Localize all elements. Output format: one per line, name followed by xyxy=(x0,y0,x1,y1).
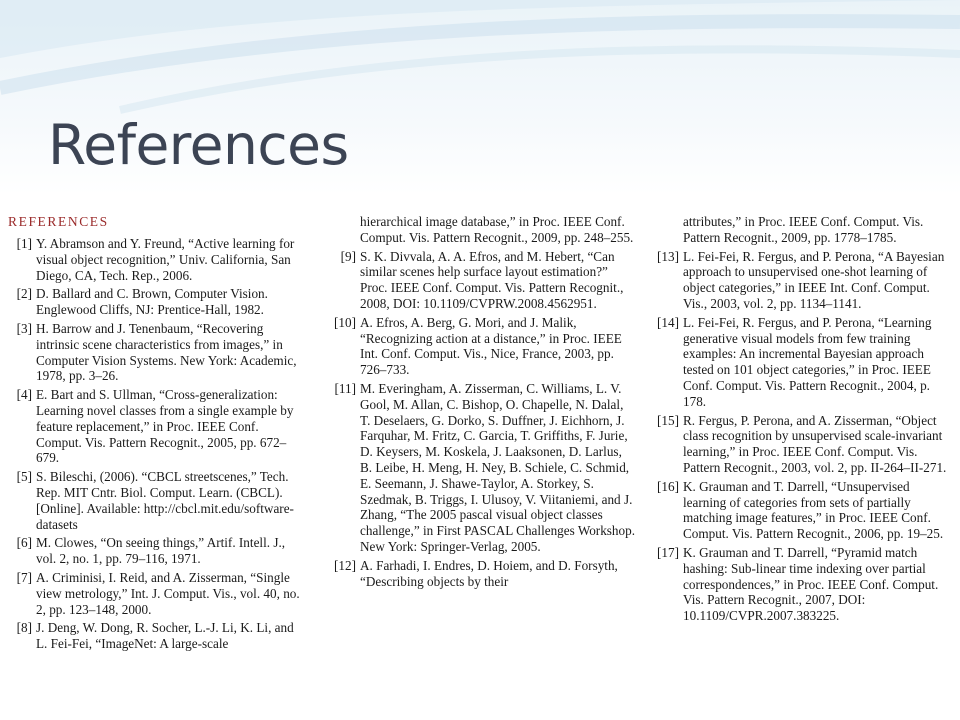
reference-text: S. K. Divvala, A. A. Efros, and M. Hebert, “Can similar scenes help surface layout estimation?” Proc. IEEE Conf. Comput. Vis. Pattern Recognit., 2008, DOI: 10.1109/CVPRW.2008.4562951. xyxy=(360,248,624,311)
reference-text: L. Fei-Fei, R. Fergus, and P. Perona, “Learning generative visual models from few training examples: An incremental Bayesian approach tested on 101 object categories,” in Proc. IEEE Conf. Comput. Vis. Pattern Recognit., 2004, p. 178. xyxy=(683,314,932,409)
reference-text: Y. Abramson and Y. Freund, “Active learning for visual object recognition,” Univ. California, San Diego, CA, Tech. Rep., 2006. xyxy=(36,236,295,283)
reference-item xyxy=(6,535,306,567)
reference-item xyxy=(6,236,306,283)
reference-item xyxy=(653,315,955,410)
reference-column-3 xyxy=(653,214,955,627)
reference-item xyxy=(653,479,955,542)
reference-text: S. Bileschi, (2006). “CBCL streetscenes,” Tech. Rep. MIT Cntr. Biol. Comput. Learn. (CBCL). [Online]. Available: http://cbcl.mit.edu/software-datasets xyxy=(36,469,294,532)
reference-text: R. Fergus, P. Perona, and A. Zisserman, “Object class recognition by unsupervised scale-invariant learning,” in Proc. IEEE Conf. Comput. Vis. Pattern Recognit., 2003, vol. 2, pp. II-264–II-271. xyxy=(683,412,947,475)
reference-item xyxy=(6,387,306,466)
reference-item xyxy=(330,249,636,312)
reference-number: [6] xyxy=(16,535,32,551)
reference-number: [8] xyxy=(16,620,32,636)
reference-item xyxy=(653,545,955,624)
reference-item xyxy=(6,620,306,652)
reference-number: [11] xyxy=(334,380,356,396)
reference-number: [5] xyxy=(16,469,32,485)
reference-item xyxy=(653,249,955,312)
reference-text: E. Bart and S. Ullman, “Cross-generalization: Learning novel classes from a single example by feature replacement,” in Proc. IEEE Conf. Comput. Vis. Pattern Recognit., 2005, pp. 672–679. xyxy=(36,387,294,466)
reference-number: [9] xyxy=(340,248,356,264)
reference-column-2 xyxy=(330,214,636,592)
reference-text: D. Ballard and C. Brown, Computer Vision. Englewood Cliffs, NJ: Prentice-Hall, 1982. xyxy=(36,286,268,318)
reference-number: [7] xyxy=(16,569,32,585)
reference-text: M. Clowes, “On seeing things,” Artif. Intell. J., vol. 2, no. 1, pp. 79–116, 1971. xyxy=(36,535,286,567)
references-heading: REFERENCES xyxy=(8,214,109,229)
reference-number: [1] xyxy=(16,236,32,251)
reference-text: A. Farhadi, I. Endres, D. Hoiem, and D. Forsyth, “Describing objects by their xyxy=(360,557,618,589)
reference-number: [13] xyxy=(657,248,679,264)
reference-item xyxy=(330,558,636,590)
reference-item xyxy=(6,570,306,617)
reference-text: K. Grauman and T. Darrell, “Unsupervised learning of categories from sets of partially matching image features,” in Proc. IEEE Conf. Comput. Vis. Pattern Recognit., 2006, pp. 19–25. xyxy=(683,478,944,542)
reference-number: [14] xyxy=(657,314,679,330)
reference-number: [10] xyxy=(334,314,356,330)
reference-continuation: hierarchical image database,” in Proc. IEEE Conf. Comput. Vis. Pattern Recognit., 2009, pp. 248–255. xyxy=(360,214,634,245)
reference-number: [15] xyxy=(657,412,679,428)
reference-item xyxy=(6,286,306,318)
reference-number: [3] xyxy=(16,320,32,336)
reference-item xyxy=(330,381,636,555)
reference-number: [17] xyxy=(657,544,679,560)
reference-text: H. Barrow and J. Tenenbaum, “Recovering intrinsic scene characteristics from images,” in Computer Vision Systems. New York: Academic, 1978, pp. 3–26. xyxy=(36,320,297,384)
reference-text: K. Grauman and T. Darrell, “Pyramid match hashing: Sub-linear time indexing over partial correspondences,” in Proc. IEEE Conf. Comput. Vis. Pattern Recognit., 2007, DOI: 10.1109/CVPR.2007.383225. xyxy=(683,544,939,624)
reference-item xyxy=(653,413,955,476)
reference-number: [4] xyxy=(16,387,32,403)
reference-item xyxy=(330,315,636,378)
reference-text: L. Fei-Fei, R. Fergus, and P. Perona, “A Bayesian approach to unsupervised one-shot learning of object categories,” in IEEE Int. Conf. Comput. Vis., 2003, vol. 2, pp. 1134–1141. xyxy=(683,248,945,311)
reference-column-1 xyxy=(6,214,306,655)
reference-number: [16] xyxy=(657,478,679,494)
reference-item xyxy=(6,321,306,384)
reference-text: J. Deng, W. Dong, R. Socher, L.-J. Li, K. Li, and L. Fei-Fei, “ImageNet: A large-scale xyxy=(36,620,294,652)
reference-continuation: attributes,” in Proc. IEEE Conf. Comput. Vis. Pattern Recognit., 2009, pp. 1778–1785. xyxy=(683,214,924,245)
reference-text: M. Everingham, A. Zisserman, C. Williams, L. V. Gool, M. Allan, C. Bishop, O. Chapelle, N. Dalal, T. Deselaers, G. Dorko, S. Duffner, J. Eichhorn, J. Farquhar, M. Fritz, C. Garcia, T. Griffiths, F. Jurie, D. Keysers, M. Koskela, J. Laaksonen, D. Larlus, B. Leibe, H. Meng, H. Ney, B. Schiele, C. Schmid, E. Seemann, J. Shawe-Taylor, A. Storkey, S. Szedmak, B. Triggs, I. Ulusoy, V. Viitaniemi, and J. Zhang, “The 2005 pascal visual object classes challenge,” in First PASCAL Challenges Workshop. New York: Springer-Verlag, 2005. xyxy=(360,380,636,554)
reference-item xyxy=(6,469,306,532)
slide-title: References xyxy=(48,113,349,177)
references-section xyxy=(0,208,960,668)
reference-number: [12] xyxy=(334,557,356,573)
reference-number: [2] xyxy=(16,286,32,302)
reference-text: A. Efros, A. Berg, G. Mori, and J. Malik, “Recognizing action at a distance,” in Proc. IEEE Int. Conf. Comput. Vis., Nice, France, 2003, pp. 726–733. xyxy=(360,314,622,378)
reference-text: A. Criminisi, I. Reid, and A. Zisserman, “Single view metrology,” Int. J. Comput. Vis., vol. 40, no. 2, pp. 123–148, 2000. xyxy=(36,569,300,617)
